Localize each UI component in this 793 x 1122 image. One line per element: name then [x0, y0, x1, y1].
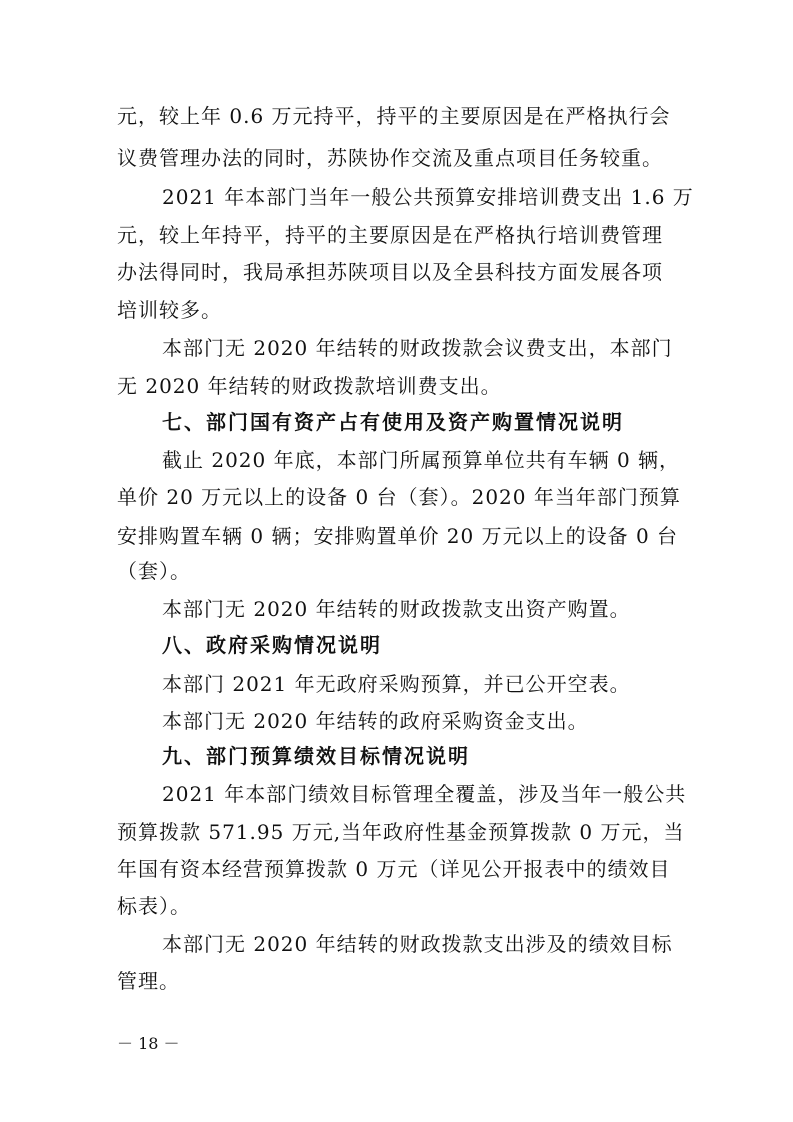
paragraph-line: 议费管理办法的同时，苏陕协作交流及重点项目任务较重。 — [117, 146, 663, 170]
paragraph-line: 管理。 — [117, 969, 180, 993]
paragraph-line: 本部门 2021 年无政府采购预算，并已公开空表。 — [162, 672, 631, 696]
paragraph-line: 本部门无 2020 年结转的政府采购资金支出。 — [162, 709, 589, 733]
section-heading-performance: 九、部门预算绩效目标情况说明 — [162, 744, 470, 768]
paragraph-line: 培训较多。 — [117, 298, 222, 322]
paragraph-line: 标表）。 — [117, 894, 191, 918]
paragraph-line: 年国有资本经营预算拨款 0 万元（详见公开报表中的绩效目 — [117, 857, 671, 881]
paragraph-line: 预算拨款 571.95 万元,当年政府性基金预算拨款 0 万元，当 — [117, 820, 685, 844]
section-heading-procurement: 八、政府采购情况说明 — [162, 633, 382, 657]
paragraph-line: 元，较上年持平，持平的主要原因是在严格执行培训费管理 — [117, 223, 663, 247]
paragraph-line: 截止 2020 年底，本部门所属预算单位共有车辆 0 辆， — [162, 448, 681, 472]
paragraph-line: 本部门无 2020 年结转的财政拨款支出涉及的绩效目标 — [162, 932, 673, 956]
paragraph-line: 安排购置车辆 0 辆；安排购置单价 20 万元以上的设备 0 台 — [117, 524, 679, 548]
paragraph-line: 单价 20 万元以上的设备 0 台（套）。2020 年当年部门预算 — [117, 485, 681, 509]
paragraph-line: 2021 年本部门当年一般公共预算安排培训费支出 1.6 万 — [162, 185, 694, 209]
paragraph-line: （套）。 — [117, 559, 191, 583]
paragraph-line: 无 2020 年结转的财政拨款培训费支出。 — [117, 374, 502, 398]
section-heading-assets: 七、部门国有资产占有使用及资产购置情况说明 — [162, 410, 624, 434]
paragraph-line: 本部门无 2020 年结转的财政拨款支出资产购置。 — [162, 597, 631, 621]
paragraph-line: 元，较上年 0.6 万元持平，持平的主要原因是在严格执行会 — [117, 104, 671, 128]
paragraph-line: 2021 年本部门绩效目标管理全覆盖，涉及当年一般公共 — [162, 782, 687, 806]
page-number: － 18 － — [117, 1034, 180, 1053]
paragraph-line: 办法得同时，我局承担苏陕项目以及全县科技方面发展各项 — [117, 260, 663, 284]
paragraph-line: 本部门无 2020 年结转的财政拨款会议费支出，本部门 — [162, 336, 673, 360]
